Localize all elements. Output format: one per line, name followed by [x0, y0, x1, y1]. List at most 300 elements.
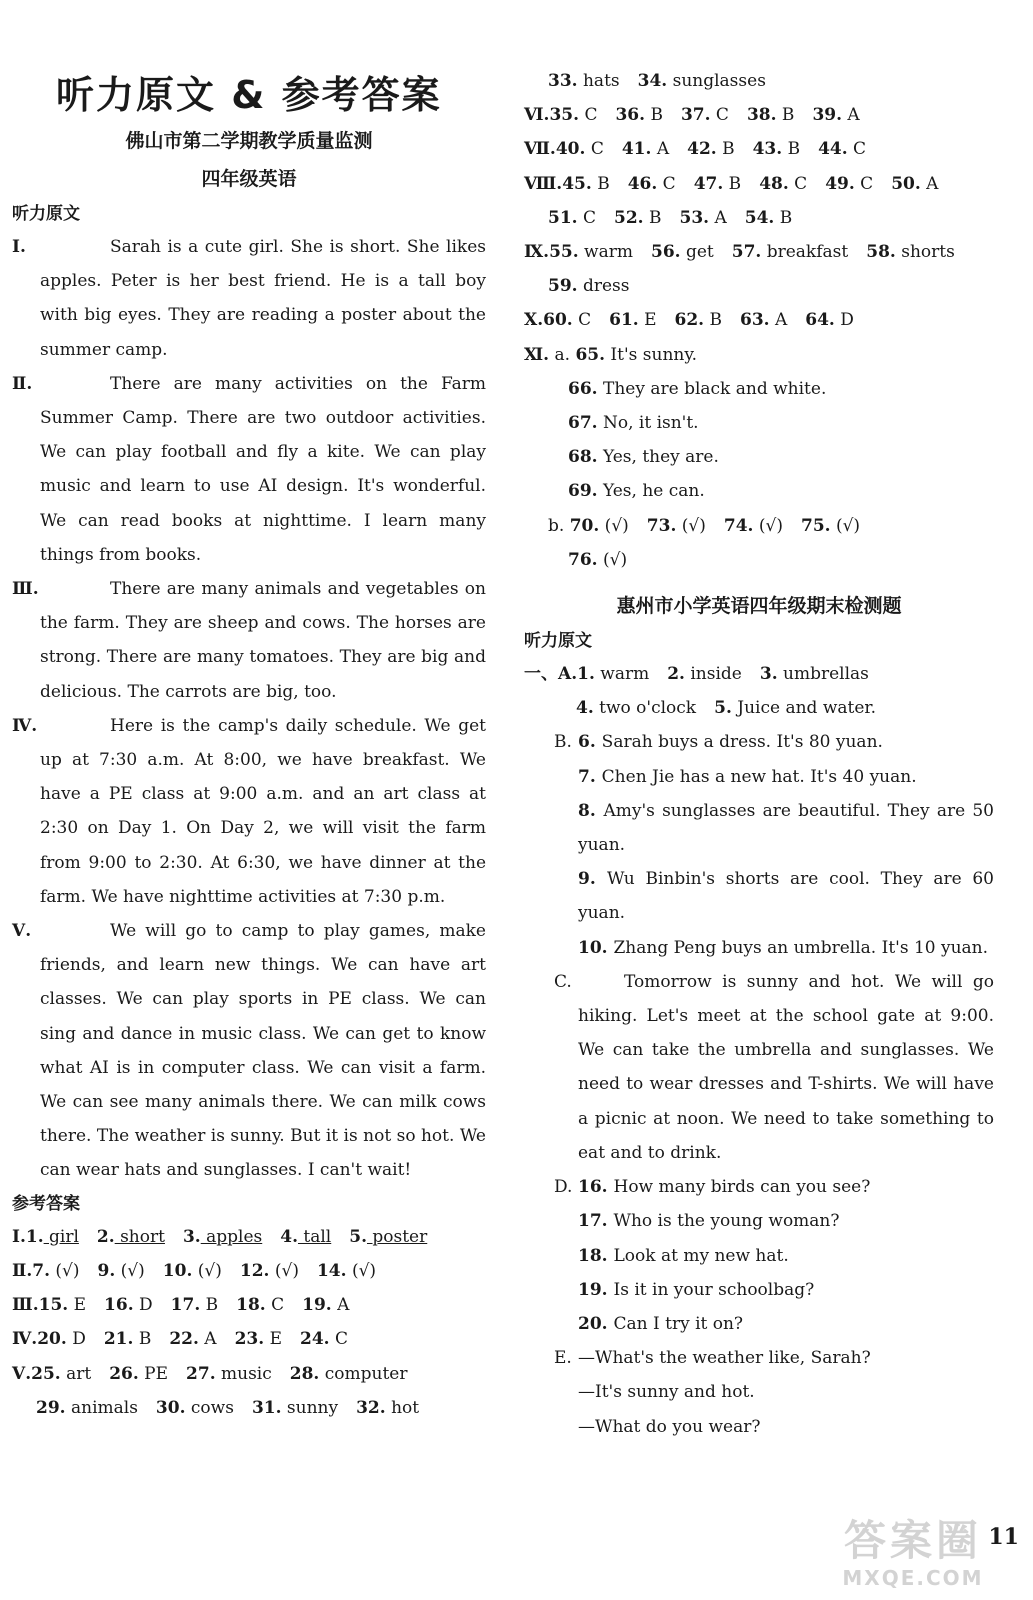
answer-number: 1.	[25, 1226, 44, 1247]
answer-number: 66.	[568, 378, 598, 399]
answer-number: 63.	[740, 310, 770, 331]
sub-label: a.	[549, 344, 576, 365]
answer-value: C	[854, 173, 874, 194]
answer-value: (√)	[269, 1260, 299, 1281]
answer-value: PE	[138, 1363, 169, 1384]
answer-number: 50.	[891, 173, 921, 194]
roman-numeral: Ⅴ.	[12, 1363, 32, 1384]
answer-value: A	[651, 139, 670, 160]
answer-item	[812, 98, 859, 132]
answer-value: B	[200, 1295, 219, 1316]
right-column	[524, 64, 994, 1444]
answer-item	[866, 235, 955, 269]
answer-number: 2.	[96, 1226, 115, 1247]
answer-item	[679, 201, 726, 235]
watermark-logo: 答案圈 MXQE.COM	[842, 1516, 984, 1590]
answer-number: 25.	[31, 1363, 61, 1384]
answer-value: B	[591, 173, 610, 194]
answer-item	[747, 98, 794, 132]
answer-value: hats	[577, 71, 620, 91]
answer-value: Yes, he can.	[597, 481, 705, 502]
answer-item	[104, 1322, 151, 1356]
answer-number: 69.	[568, 481, 598, 502]
answer-number: 12.	[239, 1260, 270, 1281]
roman-numeral: Ⅵ.	[524, 105, 550, 126]
answer-number: 16.	[104, 1295, 134, 1316]
dialogue-text: —What do you wear?	[578, 1416, 761, 1437]
answer-item	[349, 1220, 427, 1254]
answer-value: sunglasses	[667, 71, 766, 91]
answer-value: C	[585, 139, 604, 160]
item-text	[524, 931, 994, 965]
dialogue-line	[524, 1375, 994, 1409]
answer-number: 3.	[182, 1226, 201, 1247]
answer-row	[524, 269, 994, 303]
part-d	[524, 1170, 994, 1341]
answer-value: C	[329, 1329, 348, 1350]
answer-item	[236, 1288, 284, 1322]
dialogue-text: —It's sunny and hot.	[578, 1382, 755, 1403]
answer-number: 70.	[569, 515, 600, 536]
answer-item	[759, 167, 807, 201]
answer-row	[12, 1391, 486, 1425]
answer-value: E	[264, 1329, 282, 1350]
item-text: two o'clock	[593, 698, 697, 719]
answer-item	[549, 235, 633, 269]
answer-row	[524, 509, 994, 543]
answer-value: art	[60, 1363, 92, 1384]
answer-row	[524, 167, 994, 201]
answer-row	[524, 132, 994, 166]
roman-numeral: Ⅺ.	[524, 344, 550, 365]
answer-value: A	[709, 207, 727, 228]
item-text	[524, 760, 994, 794]
answer-value: poster	[366, 1226, 428, 1247]
answer-number: 29.	[36, 1397, 66, 1418]
answer-number: 68.	[568, 447, 598, 468]
transcript-label-2: 听力原文	[524, 631, 592, 652]
answer-item	[252, 1391, 338, 1425]
answer-value: D	[66, 1329, 86, 1350]
answer-item	[570, 509, 629, 543]
answer-value: C	[577, 207, 596, 228]
answer-value: (√)	[192, 1260, 222, 1281]
answer-item	[300, 1322, 348, 1356]
answer-value: shorts	[895, 242, 955, 263]
answer-item	[825, 167, 873, 201]
answer-number: 42.	[687, 139, 717, 160]
answer-value: A	[769, 310, 788, 331]
answer-number: 73.	[646, 515, 677, 536]
answer-item	[36, 1391, 138, 1425]
answer-value: B	[723, 173, 742, 194]
section-heading-huizhou: 惠州市小学英语四年级期末检测题	[616, 595, 902, 618]
transcript-label: 听力原文	[12, 204, 80, 224]
section-heading-foshan: 佛山市第二学期教学质量监测	[125, 130, 373, 152]
transcript-paragraph-5: Ⅴ. We will go to camp to play games, make friends, and learn new things. We can have art classes. We can play sports in PE class. We can sing and dance in music class. We can get to know what AI is in computer class. We can visit a farm. We can see many animals there. We can milk cows there. The weather is sunny. But it is not so hot. We can wear hats and sunglasses. I can't wait!	[12, 921, 486, 1181]
answer-item	[543, 303, 591, 337]
answer-value: (√)	[597, 549, 628, 570]
answer-item	[549, 98, 597, 132]
answer-number: 48.	[759, 173, 789, 194]
answer-item	[576, 691, 696, 725]
answer-number: 17.	[170, 1295, 201, 1316]
answer-item	[171, 1288, 218, 1322]
answer-number: 36.	[615, 105, 646, 126]
page-number: 11	[988, 1524, 1019, 1550]
item-number: 7.	[578, 766, 602, 787]
answer-value: C	[572, 310, 592, 331]
answer-value: It's sunny.	[605, 344, 698, 365]
transcript-item	[524, 725, 994, 759]
answer-value: C	[847, 139, 867, 160]
answer-item	[39, 1288, 86, 1322]
answer-number: 18.	[236, 1295, 266, 1316]
answer-number: 47.	[693, 173, 724, 194]
roman-numeral: Ⅶ.	[524, 139, 556, 160]
answer-number: 21.	[103, 1329, 134, 1350]
answer-value: apples	[200, 1226, 263, 1247]
answers-label: 参考答案	[12, 1193, 80, 1214]
answer-item	[615, 98, 662, 132]
answer-row	[12, 1288, 486, 1322]
answer-value: breakfast	[761, 242, 849, 263]
roman-numeral: Ⅷ.	[524, 173, 563, 194]
part-a-line-2	[524, 691, 994, 725]
answer-number: 7.	[32, 1260, 50, 1281]
roman-numeral: Ⅰ.	[12, 1226, 26, 1247]
answer-value: A	[920, 173, 939, 194]
answer-item	[97, 1220, 165, 1254]
answer-number: 67.	[568, 413, 598, 434]
answer-number: 62.	[674, 310, 705, 331]
item-number: 9.	[578, 869, 607, 890]
answer-value: (√)	[50, 1260, 80, 1281]
answer-item	[235, 1322, 282, 1356]
answer-item	[562, 167, 609, 201]
answer-item	[568, 543, 627, 577]
answer-number: 15.	[38, 1295, 69, 1316]
part-label: D.	[554, 1177, 573, 1198]
item-text	[524, 1204, 994, 1238]
answer-item	[302, 1288, 349, 1322]
part-e	[524, 1341, 994, 1444]
answer-item	[240, 1254, 299, 1288]
answer-item	[186, 1357, 272, 1391]
answer-item	[156, 1391, 234, 1425]
answer-value: E	[68, 1295, 87, 1316]
transcript-paragraph-1: Ⅰ. Sarah is a cute girl. She is short. She likes apples. Peter is her best friend. He is a tall boy with big eyes. They are reading a poster about the summer camp.	[12, 237, 486, 360]
item-text: Juice and water.	[731, 698, 877, 719]
answer-item	[98, 1254, 145, 1288]
transcript-item	[524, 1273, 994, 1307]
answer-number: 39.	[812, 105, 843, 126]
answer-item	[753, 132, 800, 166]
answer-number: 32.	[356, 1397, 386, 1418]
answer-number: 31.	[251, 1397, 282, 1418]
answer-number: 59.	[548, 276, 578, 297]
answer-number: 35.	[549, 105, 580, 126]
answer-number: 65.	[575, 344, 606, 365]
answer-item	[290, 1357, 408, 1391]
answer-value: tall	[297, 1226, 332, 1247]
item-sentence: How many birds can you see?	[613, 1177, 871, 1198]
answer-number: 58.	[866, 242, 896, 263]
answer-value: C	[579, 105, 598, 126]
item-number: 10.	[578, 937, 614, 958]
item-text	[524, 1170, 994, 1204]
answer-item	[26, 1220, 79, 1254]
item-number: 2.	[667, 664, 685, 685]
answer-item	[891, 167, 938, 201]
answer-number: 54.	[744, 207, 775, 228]
answer-item	[577, 657, 649, 691]
answer-item	[675, 303, 722, 337]
answer-row	[524, 406, 994, 440]
transcript-paragraph-4: Ⅳ. Here is the camp's daily schedule. We get up at 7:30 a.m. At 8:00, we have breakfast. We have a PE class at 9:00 a.m. and an art class at 2:30 on Day 1. On Day 2, we will visit the farm from 9:00 to 2:30. At 6:30, we have dinner at the farm. We have nighttime activities at 7:30 p.m.	[12, 715, 486, 907]
answer-item	[37, 1322, 86, 1356]
answer-value: computer	[319, 1363, 408, 1384]
item-text	[524, 1239, 994, 1273]
answer-value: Yes, they are.	[597, 447, 719, 468]
answer-number: 14.	[316, 1260, 347, 1281]
answer-item	[732, 235, 848, 269]
answer-item	[694, 167, 741, 201]
answer-item	[609, 303, 656, 337]
answer-value: No, it isn't.	[597, 413, 699, 434]
answer-number: 61.	[609, 310, 639, 331]
part-b	[524, 725, 994, 964]
roman-numeral: Ⅲ.	[12, 1295, 39, 1316]
answer-item	[714, 691, 876, 725]
answer-item	[109, 1357, 168, 1391]
item-number: 3.	[759, 664, 778, 685]
roman-numeral: Ⅸ.	[524, 242, 550, 263]
answer-number: 60.	[543, 310, 573, 331]
answer-value: B	[133, 1329, 152, 1350]
answer-item	[548, 201, 596, 235]
answer-value: get	[680, 242, 714, 263]
answer-value: B	[782, 139, 801, 160]
answer-item	[805, 303, 854, 337]
answer-item	[622, 132, 669, 166]
answer-item	[31, 1357, 91, 1391]
item-text	[524, 1307, 994, 1341]
answer-item	[651, 235, 714, 269]
item-text: umbrellas	[777, 664, 869, 685]
transcript-paragraph-2: Ⅱ. There are many activities on the Farm Summer Camp. There are two outdoor activities. We can play football and fly a kite. We can play music and learn to use AI design. It's wonderful. We can read books at nighttime. I learn many things from books.	[12, 373, 486, 565]
item-sentence: Chen Jie has a new hat. It's 40 yuan.	[601, 766, 917, 787]
answer-number: 52.	[614, 207, 644, 228]
answer-number: 57.	[731, 242, 762, 263]
item-number: 8.	[578, 800, 604, 821]
answer-row	[12, 1357, 486, 1391]
answer-value: dress	[577, 276, 630, 297]
answer-number: 41.	[621, 139, 652, 160]
answer-item	[548, 269, 630, 303]
answer-item	[667, 657, 742, 691]
answer-row	[524, 201, 994, 235]
answer-item	[32, 1254, 79, 1288]
answer-number: 74.	[723, 515, 754, 536]
item-text	[524, 862, 994, 930]
part-label: E.	[554, 1348, 572, 1369]
section-subheading-grade: 四年级英语	[201, 168, 297, 190]
answer-item	[356, 1391, 419, 1425]
answer-number: 40.	[555, 139, 586, 160]
item-sentence: Sarah buys a dress. It's 80 yuan.	[601, 732, 883, 753]
answer-value: sunny	[281, 1397, 339, 1418]
transcript-item	[524, 794, 994, 862]
answer-row	[524, 338, 994, 372]
answer-row	[524, 440, 994, 474]
left-column	[12, 62, 486, 1425]
answer-number: 46.	[627, 173, 658, 194]
answer-value: short	[114, 1226, 165, 1247]
item-text: inside	[684, 664, 742, 685]
answer-value: animals	[65, 1397, 138, 1418]
answer-number: 27.	[186, 1363, 216, 1384]
item-number: 20.	[578, 1313, 614, 1334]
answer-number: 55.	[549, 242, 579, 263]
answer-item	[687, 132, 734, 166]
answer-number: 53.	[679, 207, 710, 228]
answer-row	[12, 1254, 486, 1288]
answer-value: hot	[385, 1397, 420, 1418]
transcript-paragraph-3: Ⅲ. There are many animals and vegetables on the farm. They are sheep and cows. The horses are strong. There are many tomatoes. They are big and delicious. The carrots are big, too.	[12, 579, 486, 702]
answer-row	[524, 64, 994, 98]
answer-value: B	[774, 207, 793, 228]
answer-item	[280, 1220, 331, 1254]
page-title: 听力原文 & 参考答案	[56, 73, 442, 117]
answer-item	[647, 509, 706, 543]
answer-value: E	[638, 310, 657, 331]
item-text: warm	[594, 664, 650, 685]
answer-number: 28.	[289, 1363, 320, 1384]
item-sentence: Wu Binbin's shorts are cool. They are 60 yuan.	[578, 869, 994, 924]
answer-value: (√)	[830, 515, 861, 536]
answer-item	[556, 132, 604, 166]
answer-block-11a	[524, 338, 994, 509]
answer-value: B	[776, 105, 795, 126]
part-c: C. Tomorrow is sunny and hot. We will go hiking. Let's meet at the school gate at 9:00. We can take the umbrella and sunglasses. We need to wear dresses and T-shirts. We will have a picnic at noon. We need to take something to eat and to drink.	[554, 971, 994, 1163]
answer-row	[524, 543, 994, 577]
answer-value: C	[710, 105, 729, 126]
answer-item	[628, 167, 676, 201]
answer-value: girl	[43, 1226, 79, 1247]
answer-row	[524, 98, 994, 132]
roman-numeral: Ⅹ.	[524, 310, 544, 331]
dialogue-text: —What's the weather like, Sarah?	[578, 1348, 871, 1369]
answer-item	[104, 1288, 153, 1322]
answer-row	[524, 474, 994, 508]
item-sentence: Who is the young woman?	[613, 1211, 840, 1232]
transcript-item	[524, 931, 994, 965]
answer-value: C	[657, 173, 676, 194]
answer-value: B	[716, 139, 735, 160]
answer-item	[801, 509, 860, 543]
answer-number: 26.	[109, 1363, 139, 1384]
answer-item	[724, 509, 783, 543]
answer-item	[745, 201, 792, 235]
transcript-item	[524, 1307, 994, 1341]
item-sentence: Zhang Peng buys an umbrella. It's 10 yuan.	[613, 937, 989, 958]
answer-row	[12, 1220, 486, 1254]
answer-number: 38.	[746, 105, 777, 126]
item-number: 5.	[714, 698, 732, 719]
item-number: 1.	[577, 664, 595, 685]
item-number: 17.	[578, 1211, 614, 1232]
roman-numeral: Ⅱ.	[12, 1260, 33, 1281]
answer-number: 64.	[805, 310, 835, 331]
answer-value: A	[842, 105, 860, 126]
answer-value: C	[265, 1295, 285, 1316]
item-number: 16.	[578, 1177, 614, 1198]
answer-number: 44.	[818, 139, 848, 160]
answer-number: 20.	[37, 1329, 67, 1350]
answer-value: B	[704, 310, 722, 331]
answer-number: 22.	[169, 1329, 199, 1350]
answer-number: 24.	[300, 1329, 330, 1350]
answer-number: 43.	[752, 139, 783, 160]
answer-value: warm	[578, 242, 633, 263]
answer-item	[317, 1254, 376, 1288]
item-text	[524, 725, 994, 759]
answer-item	[163, 1254, 222, 1288]
item-number: 6.	[578, 732, 602, 753]
answer-number: 34.	[637, 71, 668, 91]
answer-number: 5.	[349, 1226, 367, 1247]
transcript-item	[524, 1239, 994, 1273]
item-number: 18.	[578, 1245, 614, 1266]
answer-value: A	[331, 1295, 350, 1316]
dialogue-line	[524, 1341, 994, 1375]
item-sentence: Amy's sunglasses are beautiful. They are 50 yuan.	[578, 800, 994, 856]
answer-value: B	[645, 105, 663, 126]
answer-number: 45.	[562, 173, 592, 194]
answer-item	[740, 303, 787, 337]
answer-item	[760, 657, 869, 691]
answer-number: 4.	[280, 1226, 298, 1247]
answer-number: 33.	[548, 71, 578, 91]
answer-value: (√)	[115, 1260, 145, 1281]
answer-value: (√)	[753, 515, 783, 536]
answer-value: B	[643, 207, 662, 228]
answer-row	[524, 303, 994, 337]
answer-value: A	[198, 1329, 217, 1350]
item-sentence: Is it in your schoolbag?	[613, 1279, 815, 1300]
answer-item	[638, 64, 766, 98]
answer-number: 23.	[234, 1329, 265, 1350]
answer-value: (√)	[676, 515, 706, 536]
answer-item	[614, 201, 661, 235]
answer-value: cows	[185, 1397, 234, 1418]
answer-value: D	[834, 310, 854, 331]
transcript-item	[524, 1204, 994, 1238]
answer-number: 56.	[650, 242, 681, 263]
answer-item	[818, 132, 866, 166]
answer-item	[183, 1220, 262, 1254]
answer-value: They are black and white.	[597, 378, 827, 399]
item-sentence: Can I try it on?	[613, 1313, 744, 1334]
sub-label: b.	[548, 515, 570, 536]
answer-value: C	[788, 173, 808, 194]
answer-value: D	[133, 1295, 153, 1316]
dialogue-line	[524, 1410, 994, 1444]
roman-numeral: Ⅳ.	[12, 1329, 38, 1350]
answer-value: (√)	[599, 515, 629, 536]
answer-number: 51.	[548, 207, 578, 228]
